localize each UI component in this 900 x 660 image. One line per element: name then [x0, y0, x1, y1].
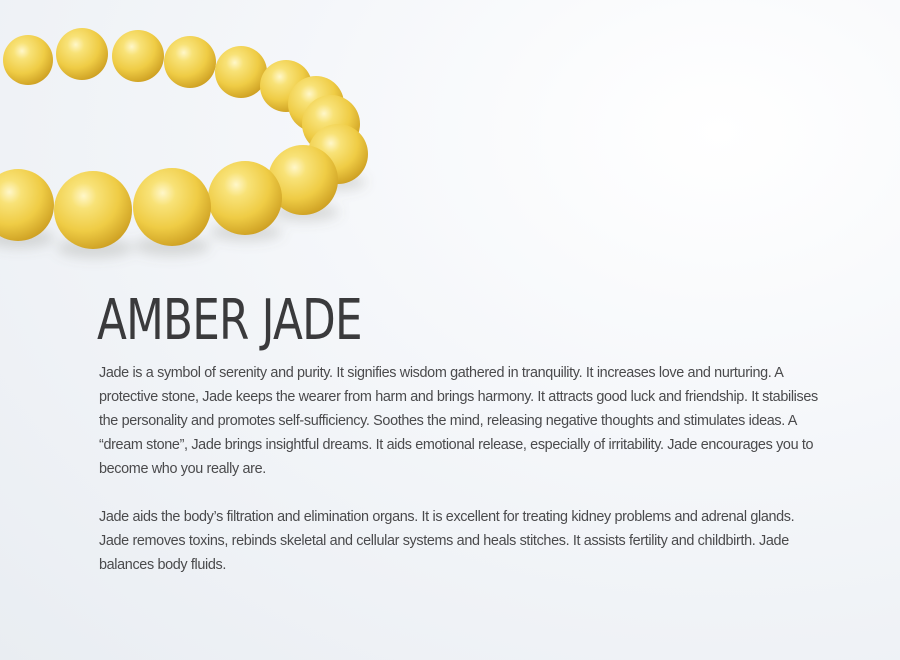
description-paragraph-spiritual: Jade is a symbol of serenity and purity. It signifies wisdom gathered in tranquility. It increases love and nurturing. A protective stone, Jade keeps the wearer from harm and brings harmony. It attracts good luck and friendship. It stabilises the personality and promotes self-sufficiency. Soothes the mind, releasing negative thoughts and stimulates ideas. A “dream stone”, Jade brings insightful dreams. It aids emotional release, especially of irritability. Jade encourages you to become who you really are.	[99, 365, 818, 477]
bracelet-illustration	[0, 0, 900, 300]
page-title: AMBER JADE	[97, 288, 362, 353]
hero-image-bracelet	[0, 0, 900, 300]
bracelet-beads-front	[0, 145, 338, 249]
description-body	[99, 361, 819, 577]
description-paragraph-physical: Jade aids the body’s filtration and elimination organs. It is excellent for treating kidney problems and adrenal glands. Jade removes toxins, rebinds skeletal and cellular systems and heals stitches. It assists fertility and childbirth. Jade balances body fluids.	[99, 509, 795, 573]
